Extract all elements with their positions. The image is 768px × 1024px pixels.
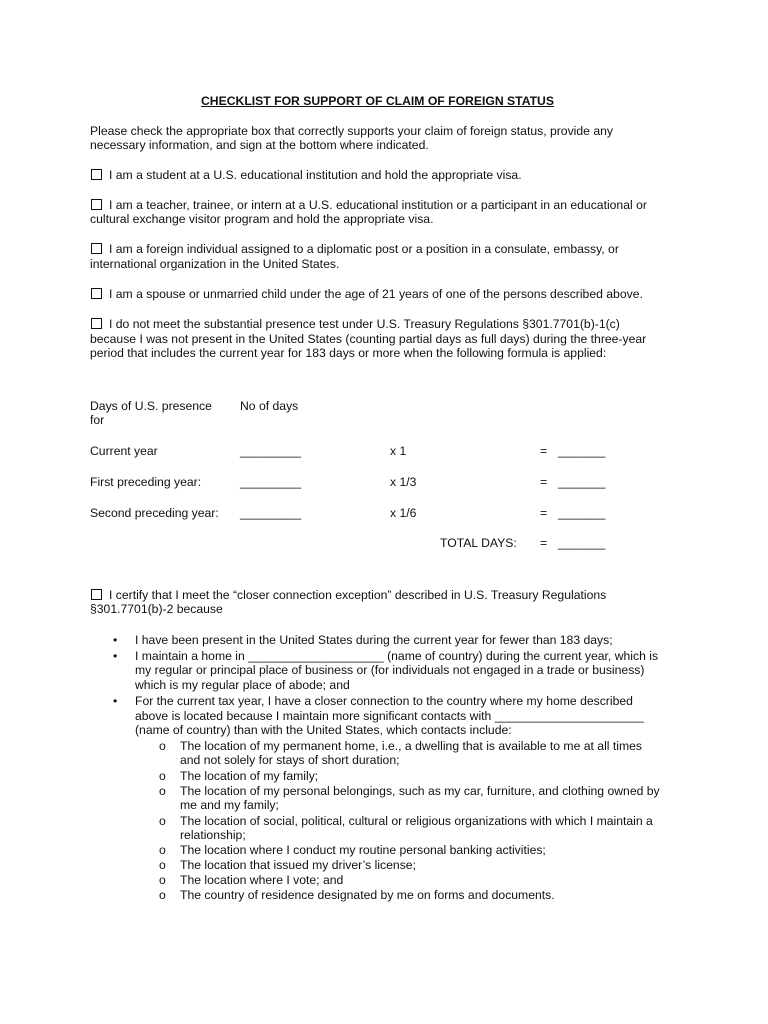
sub-bullet-4-line-2: relationship; bbox=[180, 828, 246, 842]
option-spouse-text: I am a spouse or unmarried child under the age of 21 years of one of the persons described above. bbox=[109, 287, 643, 301]
sub-bullet-8: The country of residence designated by me on forms and documents. bbox=[180, 888, 555, 902]
checkbox-diplomat[interactable] bbox=[91, 243, 102, 254]
table-header-presence-2: for bbox=[90, 413, 105, 427]
checkbox-closer-connection[interactable] bbox=[91, 589, 102, 600]
row-second-blank[interactable]: _________ bbox=[240, 506, 302, 520]
sub-bullet-3-line-1: The location of my personal belongings, such as my car, furniture, and clothing owned by bbox=[180, 784, 660, 798]
sub-bullet-3-line-2: me and my family; bbox=[180, 798, 279, 812]
option-teacher-text-2: cultural exchange visitor program and hold the appropriate visa. bbox=[90, 212, 434, 226]
option-diplomat-text-1: I am a foreign individual assigned to a diplomatic post or a position in a consulate, embassy, or bbox=[109, 242, 619, 256]
table-header-presence-1: Days of U.S. presence bbox=[90, 399, 212, 413]
option-teacher-text-1: I am a teacher, trainee, or intern at a U.S. educational institution or a participant in an educational or bbox=[109, 198, 647, 212]
total-days-result[interactable]: _______ bbox=[558, 536, 606, 550]
row-first-label: First preceding year: bbox=[90, 475, 202, 489]
certify-text-2: §301.7701(b)-2 because bbox=[90, 602, 223, 616]
sub-bullet-7: The location where I vote; and bbox=[180, 873, 344, 887]
row-second-label: Second preceding year: bbox=[90, 506, 219, 520]
sub-bullet-5: The location where I conduct my routine personal banking activities; bbox=[180, 843, 546, 857]
option-student-text: I am a student at a U.S. educational institution and hold the appropriate visa. bbox=[109, 168, 522, 182]
row-first-result[interactable]: _______ bbox=[558, 475, 606, 489]
option-presence-test bbox=[91, 317, 620, 332]
row-current-eq: = bbox=[540, 444, 548, 458]
bullet-dot: • bbox=[113, 633, 118, 647]
option-presence-text-1: I do not meet the substantial presence test under U.S. Treasury Regulations §301.7701(b)-1(c) bbox=[109, 317, 620, 331]
bullet-3-line-3: (name of country) than with the United States, which contacts include: bbox=[135, 723, 512, 737]
row-first-mult: x 1/3 bbox=[390, 475, 417, 489]
option-diplomat bbox=[91, 242, 619, 257]
sub-bullet-circle: o bbox=[159, 769, 166, 783]
checkbox-student[interactable] bbox=[91, 169, 102, 180]
intro-line-1: Please check the appropriate box that correctly supports your claim of foreign status, provide any bbox=[90, 124, 613, 138]
row-first-eq: = bbox=[540, 475, 548, 489]
bullet-2-line-1: I maintain a home in ____________________ (name of country) during the current year, which is bbox=[135, 649, 659, 663]
sub-bullet-circle: o bbox=[159, 739, 166, 753]
row-second-result[interactable]: _______ bbox=[558, 506, 606, 520]
sub-bullet-circle: o bbox=[159, 843, 166, 857]
option-student bbox=[91, 168, 522, 183]
row-current-blank[interactable]: _________ bbox=[240, 444, 302, 458]
total-days-label: TOTAL DAYS: bbox=[440, 536, 517, 550]
option-closer-connection bbox=[91, 588, 606, 603]
bullet-3-line-2: above is located because I maintain more significant contacts with ______________________ bbox=[135, 709, 644, 723]
bullet-2-line-3: which is my regular place of abode; and bbox=[135, 678, 350, 692]
total-days-eq: = bbox=[540, 536, 548, 550]
intro-line-2: necessary information, and sign at the bottom where indicated. bbox=[90, 138, 429, 152]
bullet-1-line-1: I have been present in the United States during the current year for fewer than 183 days; bbox=[135, 633, 613, 647]
bullet-dot: • bbox=[113, 649, 118, 663]
table-header-days: No of days bbox=[240, 399, 299, 413]
sub-bullet-circle: o bbox=[159, 888, 166, 902]
document-title: CHECKLIST FOR SUPPORT OF CLAIM OF FOREIGN STATUS bbox=[201, 94, 554, 108]
option-diplomat-text-2: international organization in the United States. bbox=[90, 257, 340, 271]
sub-bullet-1-line-2: and not solely for stays of short duration; bbox=[180, 753, 400, 767]
sub-bullet-circle: o bbox=[159, 784, 166, 798]
checkbox-teacher[interactable] bbox=[91, 199, 102, 210]
option-spouse bbox=[91, 287, 643, 302]
bullet-dot: • bbox=[113, 694, 118, 708]
row-current-result[interactable]: _______ bbox=[558, 444, 606, 458]
sub-bullet-1-line-1: The location of my permanent home, i.e., a dwelling that is available to me at all times bbox=[180, 739, 643, 753]
row-current-label: Current year bbox=[90, 444, 158, 458]
bullet-3-line-1: For the current tax year, I have a closer connection to the country where my home described bbox=[135, 694, 633, 708]
checkbox-spouse[interactable] bbox=[91, 288, 102, 299]
sub-bullet-circle: o bbox=[159, 873, 166, 887]
sub-bullet-4-line-1: The location of social, political, cultural or religious organizations with which I maintain a bbox=[180, 814, 653, 828]
sub-bullet-6: The location that issued my driver’s license; bbox=[180, 858, 416, 872]
checkbox-presence-test[interactable] bbox=[91, 318, 102, 329]
sub-bullet-2: The location of my family; bbox=[180, 769, 319, 783]
row-second-eq: = bbox=[540, 506, 548, 520]
sub-bullet-circle: o bbox=[159, 858, 166, 872]
row-first-blank[interactable]: _________ bbox=[240, 475, 302, 489]
option-teacher bbox=[91, 198, 647, 213]
certify-text-1: I certify that I meet the “closer connection exception” described in U.S. Treasury Regulations bbox=[109, 588, 607, 602]
sub-bullet-circle: o bbox=[159, 814, 166, 828]
option-presence-text-2: because I was not present in the United States (counting partial days as full days) during the three-year bbox=[90, 332, 647, 346]
option-presence-text-3: period that includes the current year for 183 days or more when the following formula is applied: bbox=[90, 346, 607, 360]
bullet-2-line-2: my regular or principal place of business or (for individuals not engaged in a trade or business) bbox=[135, 663, 645, 677]
row-second-mult: x 1/6 bbox=[390, 506, 417, 520]
row-current-mult: x 1 bbox=[390, 444, 407, 458]
